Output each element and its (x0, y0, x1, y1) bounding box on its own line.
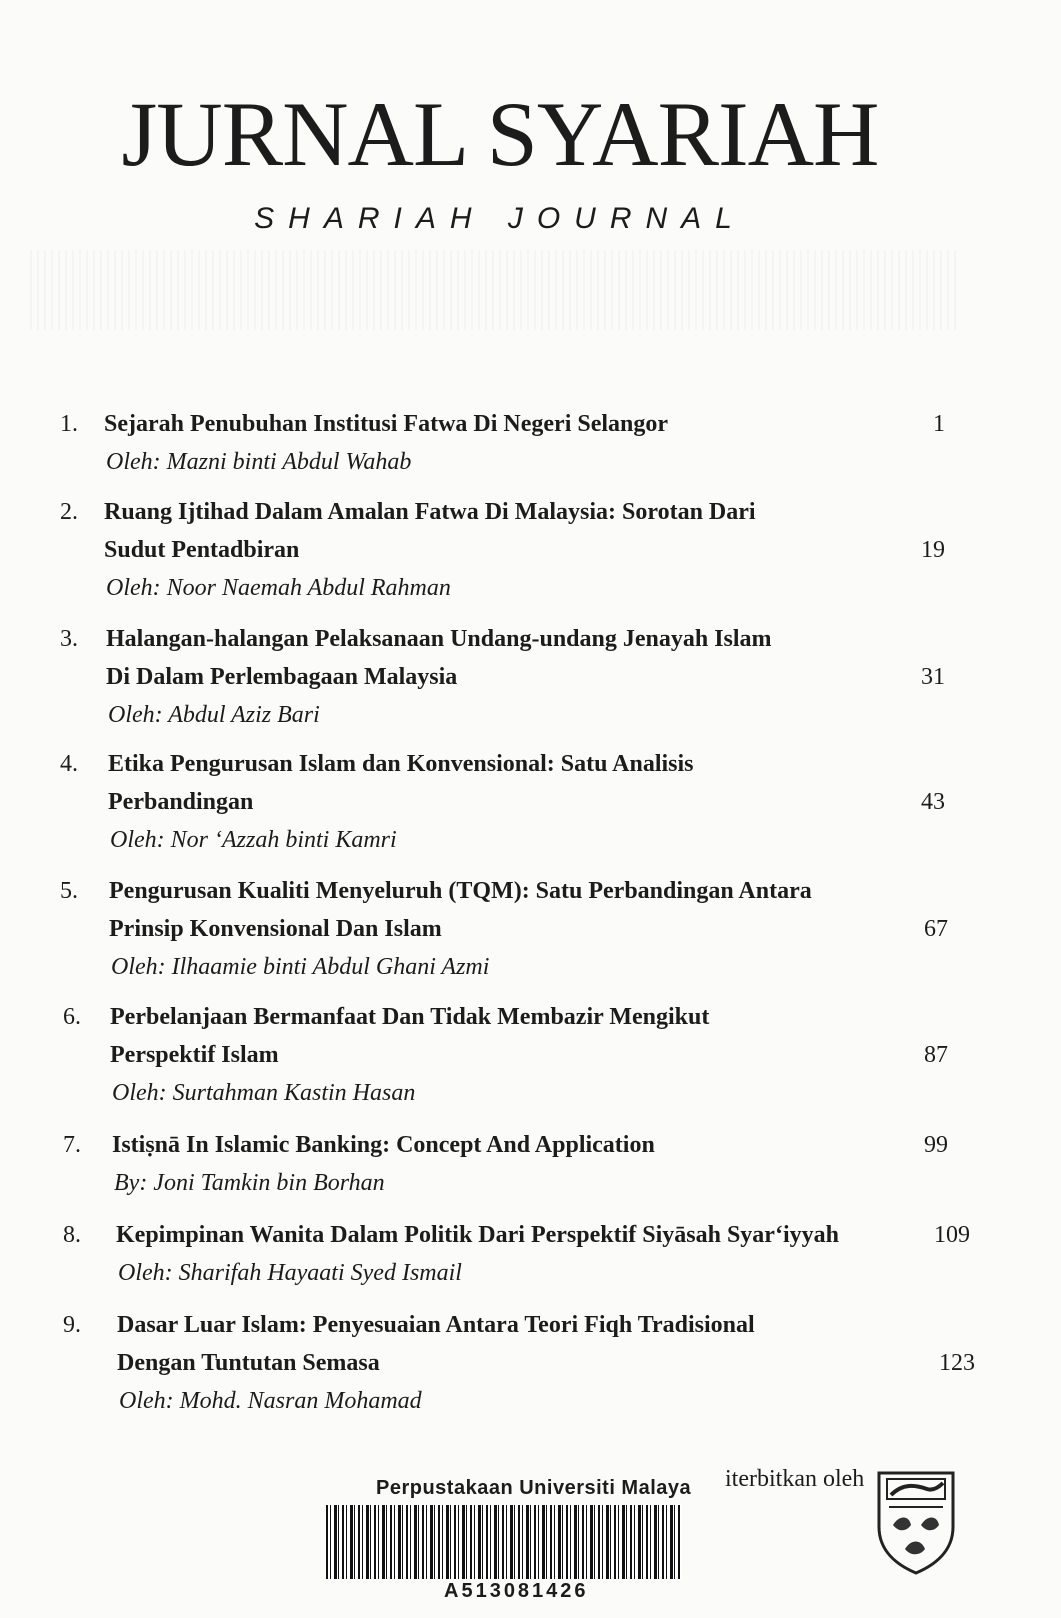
toc-title-line: Halangan-halangan Pelaksanaan Undang-undang Jenayah Islam (106, 626, 772, 652)
toc-page-number: 19 (921, 537, 945, 563)
toc-number: 2. (60, 499, 78, 525)
toc-author: Oleh: Noor Naemah Abdul Rahman (106, 575, 451, 601)
scan-smudge (30, 250, 960, 330)
toc-number: 3. (60, 626, 78, 652)
publisher-text: iterbitkan oleh (725, 1466, 865, 1492)
toc-title-line: Ruang Ijtihad Dalam Amalan Fatwa Di Malaysia: Sorotan Dari (104, 499, 756, 525)
toc-author: Oleh: Sharifah Hayaati Syed Ismail (118, 1260, 462, 1286)
toc-page-number: 99 (924, 1132, 948, 1158)
toc-number: 9. (63, 1312, 81, 1338)
toc-number: 6. (63, 1004, 81, 1030)
toc-number: 7. (63, 1132, 81, 1158)
toc-title-line: Prinsip Konvensional Dan Islam (109, 916, 442, 942)
toc-title-line: Perbelanjaan Bermanfaat Dan Tidak Membazir Mengikut (110, 1004, 710, 1030)
toc-number: 8. (63, 1222, 81, 1248)
toc-title-line: Di Dalam Perlembagaan Malaysia (106, 664, 458, 690)
university-crest-icon (875, 1465, 957, 1575)
toc-entry (0, 405, 1000, 481)
toc-title-line: Kepimpinan Wanita Dalam Politik Dari Perspektif Siyāsah Syar‘iyyah (116, 1222, 839, 1248)
toc-entry (0, 1306, 1000, 1420)
toc-page-number: 31 (921, 664, 945, 690)
journal-subtitle: SHARIAH JOURNAL (254, 202, 746, 235)
toc-entry (0, 1216, 1000, 1292)
library-stamp: Perpustakaan Universiti Malaya (376, 1477, 692, 1499)
toc-number: 1. (60, 411, 78, 437)
toc-author: Oleh: Surtahman Kastin Hasan (112, 1080, 416, 1106)
toc-author: Oleh: Abdul Aziz Bari (108, 702, 320, 728)
toc-number: 4. (60, 751, 78, 777)
toc-title-line: Pengurusan Kualiti Menyeluruh (TQM): Satu Perbandingan Antara (109, 878, 812, 904)
toc-author: By: Joni Tamkin bin Borhan (114, 1170, 385, 1196)
toc-page-number: 123 (939, 1350, 975, 1376)
toc-author: Oleh: Mazni binti Abdul Wahab (106, 449, 412, 475)
toc-page-number: 87 (924, 1042, 948, 1068)
toc-title-line: Perbandingan (108, 789, 254, 815)
toc-title-line: Dasar Luar Islam: Penyesuaian Antara Teori Fiqh Tradisional (117, 1312, 755, 1338)
barcode-code: A513081426 (444, 1580, 589, 1602)
journal-title: JURNAL SYARIAH (121, 83, 879, 185)
toc-entry (0, 1126, 1000, 1202)
toc-title-line: Dengan Tuntutan Semasa (117, 1350, 380, 1376)
toc-entry (0, 998, 1000, 1112)
barcode-icon (325, 1504, 682, 1580)
toc-page-number: 67 (924, 916, 948, 942)
toc-author: Oleh: Nor ‘Azzah binti Kamri (110, 827, 397, 853)
toc-title-line: Sudut Pentadbiran (104, 537, 300, 563)
toc-title-line: Sejarah Penubuhan Institusi Fatwa Di Negeri Selangor (104, 411, 669, 437)
toc-author: Oleh: Ilhaamie binti Abdul Ghani Azmi (111, 954, 490, 980)
toc-title-line: Perspektif Islam (110, 1042, 279, 1068)
toc-number: 5. (60, 878, 78, 904)
toc-entry (0, 745, 1000, 859)
toc-title-line: Istiṣnā In Islamic Banking: Concept And Application (112, 1132, 655, 1158)
toc-entry (0, 493, 1000, 607)
toc-page-number: 43 (921, 789, 945, 815)
toc-page-number: 1 (933, 411, 945, 437)
toc-entry (0, 872, 1000, 986)
toc-author: Oleh: Mohd. Nasran Mohamad (119, 1388, 422, 1414)
toc-entry (0, 620, 1000, 734)
toc-title-line: Etika Pengurusan Islam dan Konvensional: Satu Analisis (108, 751, 694, 777)
toc-page-number: 109 (934, 1222, 970, 1248)
